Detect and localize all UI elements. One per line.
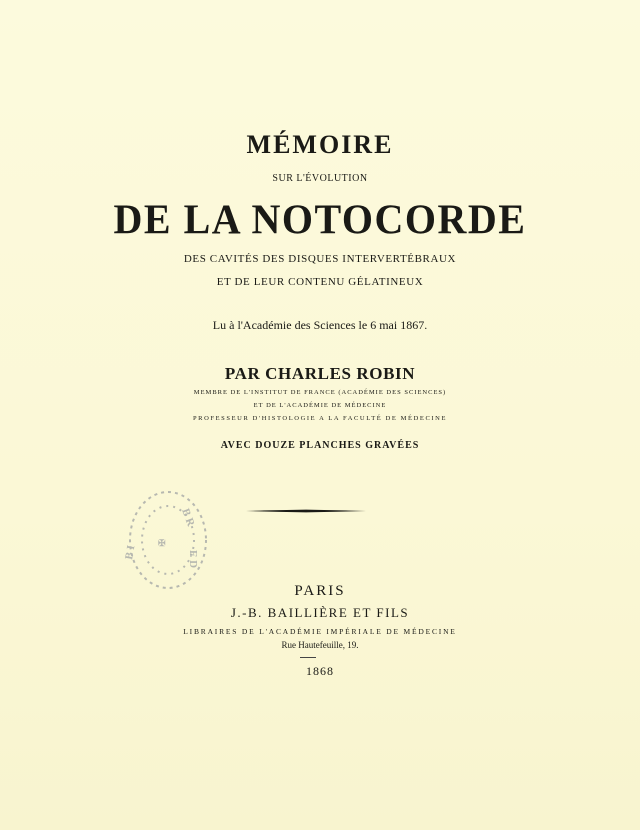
credential-line-3: PROFESSEUR D'HISTOLOGIE A LA FACULTÉ DE MÉDECINE [192, 415, 448, 422]
subheading: SUR L'ÉVOLUTION [272, 173, 368, 184]
publisher-address: Rue Hautefeuille, 19. [281, 640, 359, 650]
credential-line-2: ET DE L'ACADÉMIE DE MÉDECINE [253, 402, 387, 409]
publication-year: 1868 [306, 664, 334, 678]
city: PARIS [294, 583, 346, 599]
subtitle-line-1: DES CAVITÉS DES DISQUES INTERVERTÉBRAUX [183, 253, 457, 265]
publisher-role: LIBRAIRES DE L'ACADÉMIE IMPÉRIALE DE MÉDECINE [183, 627, 457, 636]
read-note: Lu à l'Académie des Sciences le 6 mai 1867. [212, 318, 428, 332]
svg-text:✠: ✠ [158, 538, 166, 548]
short-rule [300, 657, 316, 658]
svg-text:E D: E D [187, 550, 199, 569]
ornamental-rule [246, 509, 366, 513]
heading-memoire: MÉMOIRE [246, 130, 394, 159]
svg-text:B R: B R [179, 506, 197, 528]
library-stamp-icon [118, 480, 218, 600]
author-line: PAR CHARLES ROBIN [224, 364, 416, 383]
publisher: J.-B. BAILLIÈRE ET FILS [230, 605, 410, 620]
credential-line-1: MEMBRE DE L'INSTITUT DE FRANCE (ACADÉMIE DES SCIENCES) [193, 389, 447, 396]
plates-note: AVEC DOUZE PLANCHES GRAVÉES [220, 440, 420, 451]
subtitle-line-2: ET DE LEUR CONTENU GÉLATINEUX [216, 276, 424, 288]
svg-text:B I: B I [123, 544, 138, 561]
main-title: DE LA NOTOCORDE [113, 195, 527, 244]
